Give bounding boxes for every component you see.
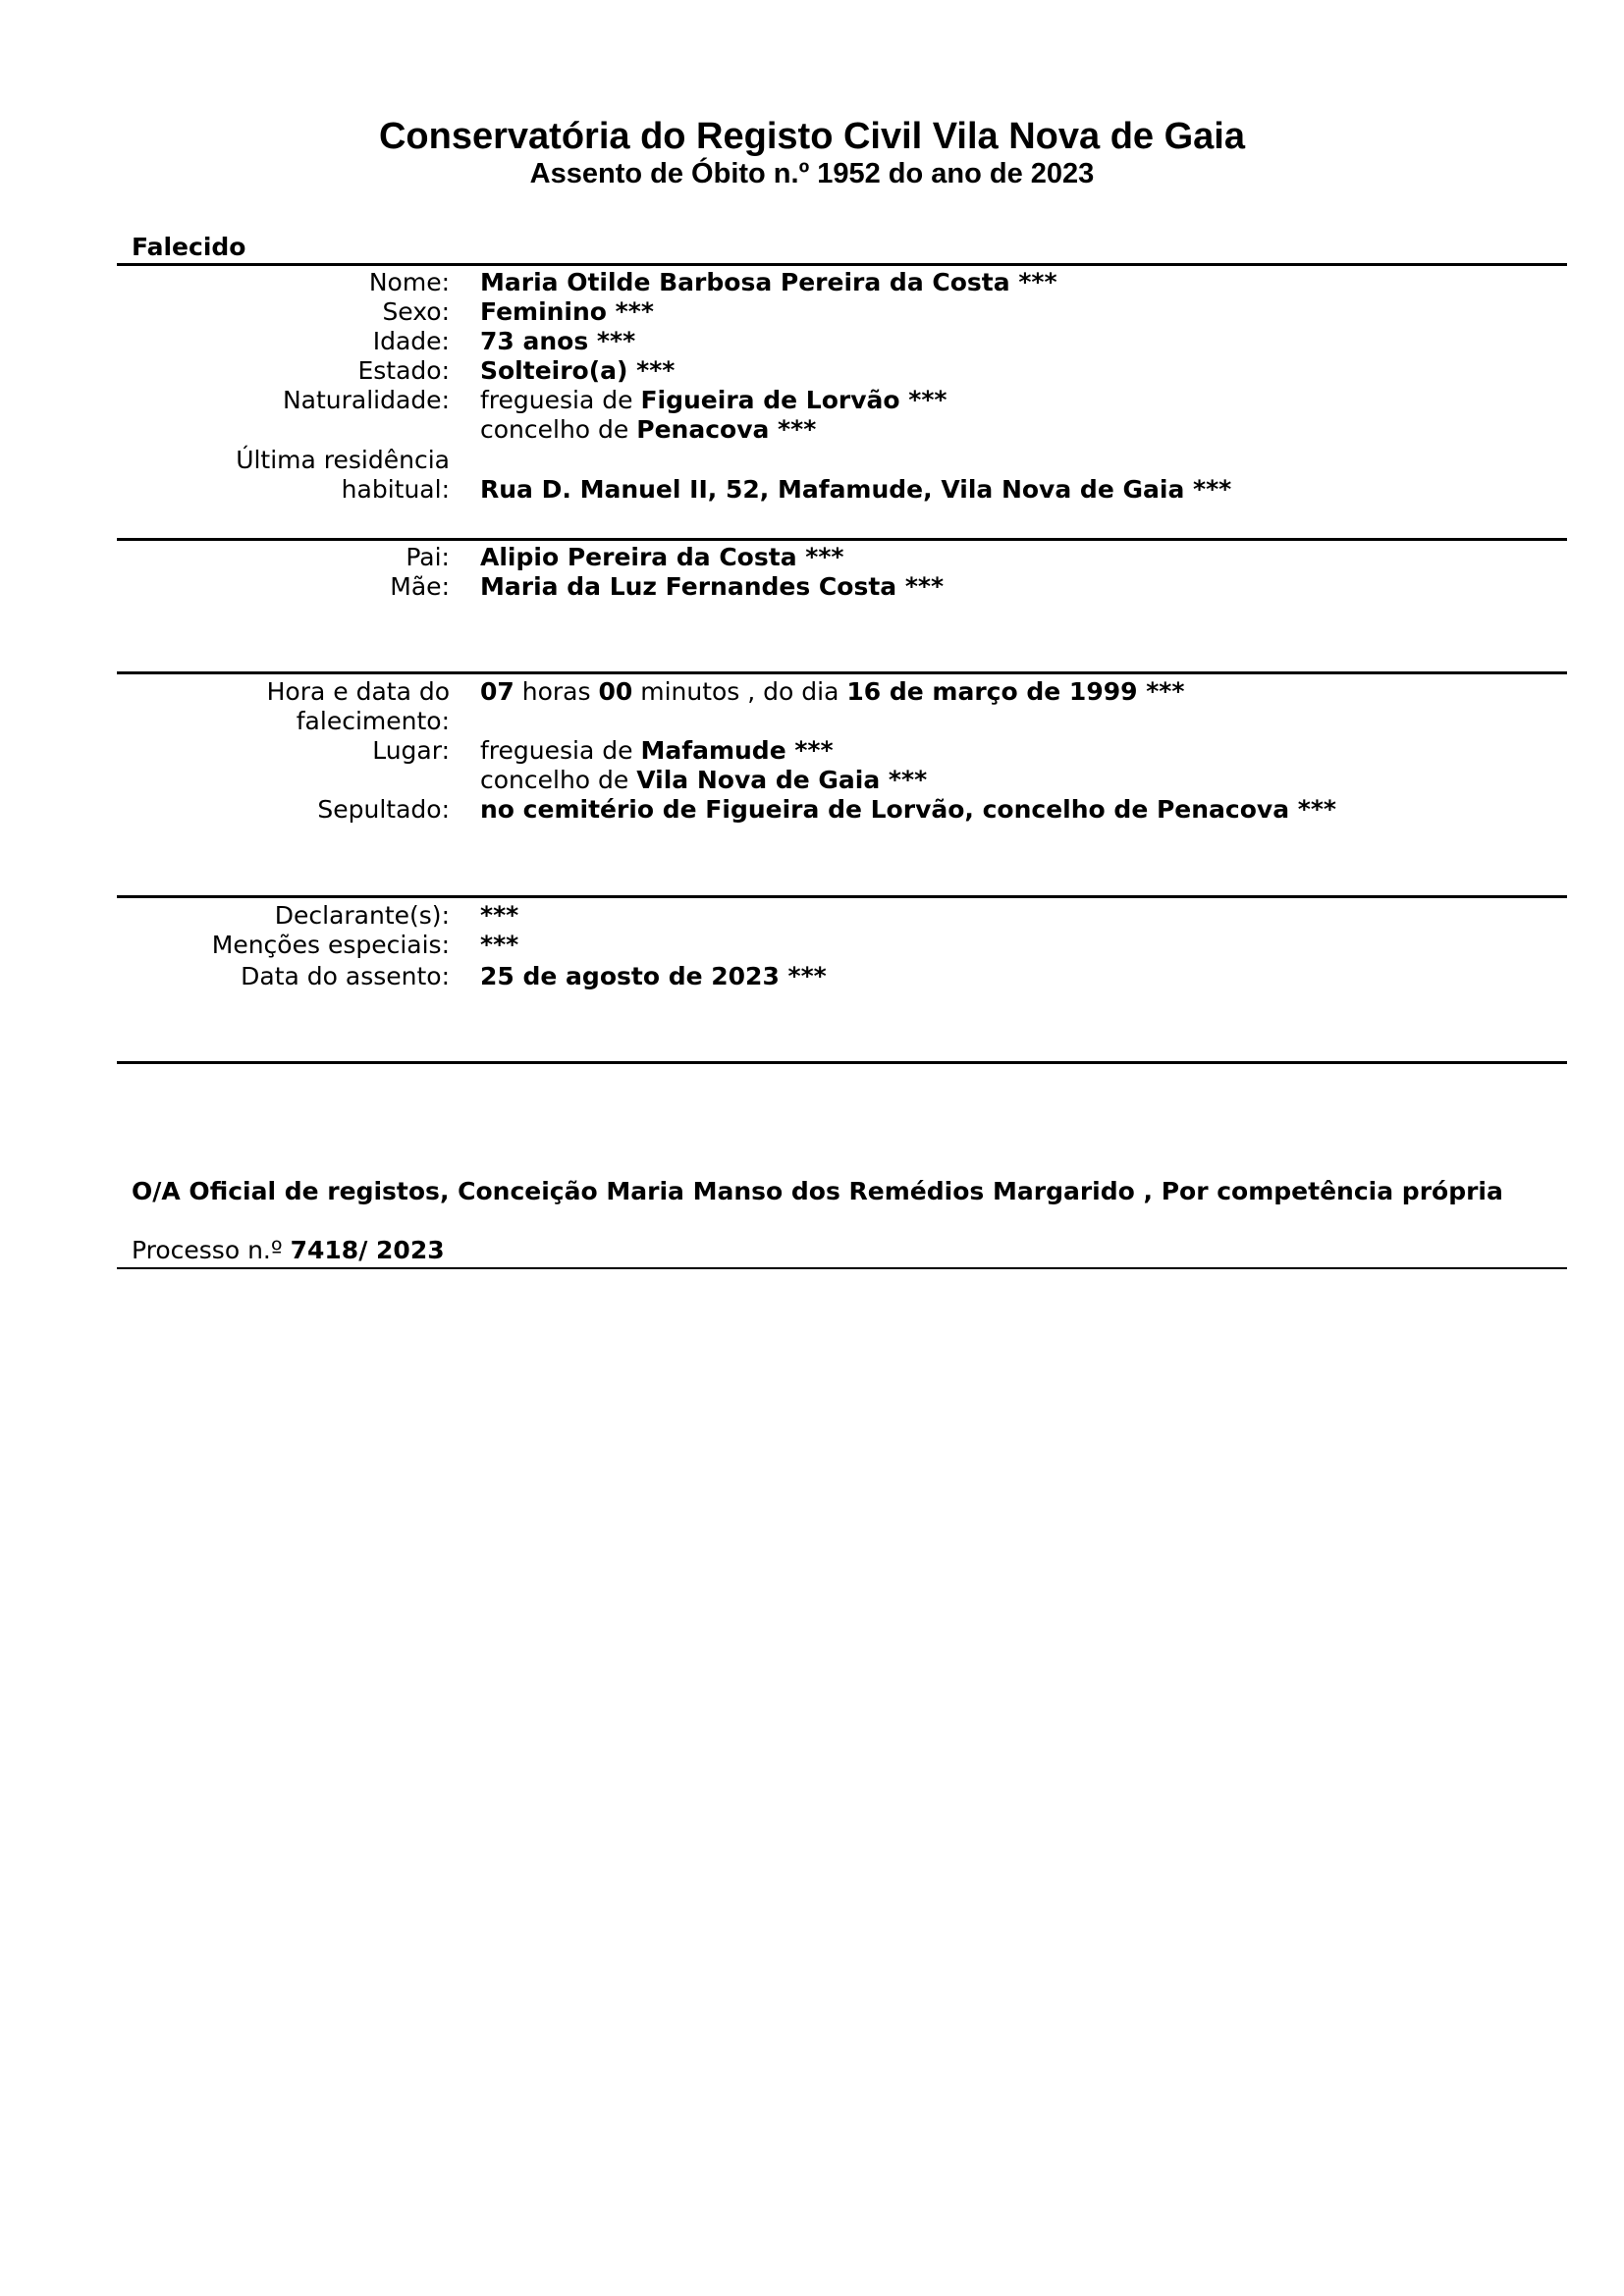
rule-filiacao	[117, 538, 1567, 541]
processo-label: Processo n.º	[132, 1236, 283, 1264]
mencoes-label: Menções especiais:	[211, 931, 450, 959]
mae-label: Mãe:	[390, 572, 450, 601]
rule-assento	[117, 895, 1567, 898]
processo	[132, 1236, 445, 1265]
residencia-label-line1: Última residência	[236, 446, 450, 474]
data-assento-value: 25 de agosto de 2023 ***	[480, 962, 827, 990]
processo-value: 7418/ 2023	[290, 1236, 445, 1264]
rule-falecimento	[117, 671, 1567, 674]
sexo-label: Sexo:	[382, 297, 450, 326]
hora-value	[480, 677, 1184, 707]
lugar-concelho-value: Vila Nova de Gaia ***	[636, 766, 928, 794]
naturalidade-freguesia	[480, 386, 947, 415]
sepultado-label: Sepultado:	[317, 795, 450, 824]
mencoes-value: ***	[480, 931, 519, 959]
document-subtitle: Assento de Óbito n.º 1952 do ano de 2023	[529, 158, 1095, 189]
naturalidade-concelho	[480, 415, 816, 445]
falecimento-data-value: 16 de março de 1999 ***	[846, 677, 1185, 706]
pai-value: Alipio Pereira da Costa ***	[480, 543, 844, 571]
sexo-value: Feminino ***	[480, 297, 654, 326]
naturalidade-concelho-value: Penacova ***	[636, 415, 817, 444]
pai-label: Pai:	[406, 543, 450, 571]
lugar-freguesia-value: Mafamude ***	[640, 736, 834, 765]
hora-label-line2: falecimento:	[296, 707, 450, 735]
residencia-value: Rua D. Manuel II, 52, Mafamude, Vila Nova de Gaia ***	[480, 475, 1232, 504]
lugar-label: Lugar:	[372, 736, 450, 765]
lugar-concelho-prefix: concelho de	[480, 766, 629, 794]
sepultado-value: no cemitério de Figueira de Lorvão, concelho de Penacova ***	[480, 795, 1337, 824]
lugar-concelho	[480, 766, 927, 795]
naturalidade-freguesia-value: Figueira de Lorvão ***	[640, 386, 947, 414]
nome-value: Maria Otilde Barbosa Pereira da Costa ***	[480, 268, 1057, 296]
rule-top	[117, 263, 1567, 266]
rule-bottom	[117, 1061, 1567, 1064]
idade-label: Idade:	[372, 327, 450, 355]
horas-word: horas	[521, 677, 591, 706]
hora-label-line1: Hora e data do	[266, 677, 450, 706]
minutos-word: minutos , do dia	[640, 677, 839, 706]
naturalidade-freguesia-prefix: freguesia de	[480, 386, 633, 414]
declarantes-label: Declarante(s):	[274, 901, 450, 930]
section-falecido-heading: Falecido	[132, 233, 246, 261]
lugar-freguesia	[480, 736, 834, 766]
residencia-label-line2: habitual:	[341, 475, 450, 504]
lugar-freguesia-prefix: freguesia de	[480, 736, 633, 765]
estado-value: Solteiro(a) ***	[480, 356, 676, 385]
naturalidade-concelho-prefix: concelho de	[480, 415, 629, 444]
idade-value: 73 anos ***	[480, 327, 636, 355]
naturalidade-label: Naturalidade:	[282, 386, 450, 414]
document-title: Conservatória do Registo Civil Vila Nova de Gaia	[378, 116, 1245, 157]
data-assento-label: Data do assento:	[241, 962, 450, 990]
horas-value: 07	[480, 677, 514, 706]
mae-value: Maria da Luz Fernandes Costa ***	[480, 572, 945, 601]
oficial-registos: O/A Oficial de registos, Conceição Maria Manso dos Remédios Margarido , Por competência própria	[132, 1177, 1503, 1205]
nome-label: Nome:	[368, 268, 450, 296]
estado-label: Estado:	[357, 356, 450, 385]
minutos-value: 00	[598, 677, 633, 706]
declarantes-value: ***	[480, 901, 519, 930]
rule-processo	[117, 1267, 1567, 1269]
